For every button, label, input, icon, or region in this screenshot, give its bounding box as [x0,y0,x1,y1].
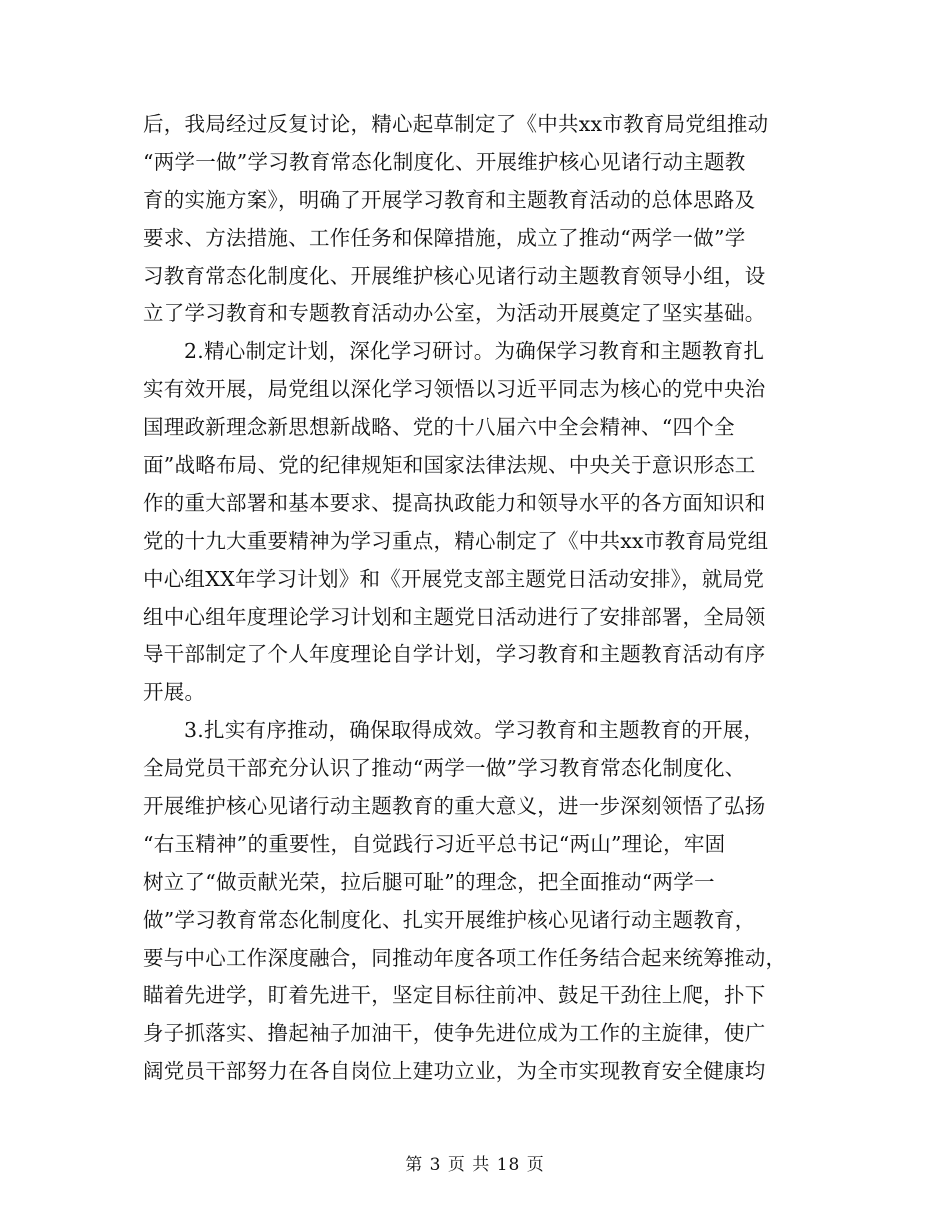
page-number-footer: 第 3 页 共 18 页 [405,1155,545,1175]
text-line: 3.扎实有序推动，确保取得成效。学习教育和主题教育的开展， [184,718,765,743]
text-line: 中心组XX年学习计划》和《开展党支部主题党日活动安排》，就局党 [143,566,765,591]
text-line: 身子抓落实、撸起袖子加油干，使争先进位成为工作的主旋律，使广 [143,1021,766,1046]
text-line: 瞄着先进学，盯着先进干，坚定目标往前冲、鼓足干劲往上爬，扑下 [143,983,766,1008]
text-line: “两学一做”学习教育常态化制度化、开展维护核心见诸行动主题教 [143,149,746,174]
text-line: 导干部制定了个人年度理论自学计划，学习教育和主题教育活动有序 [143,642,766,667]
body-text [143,106,808,1091]
text-line: 作的重大部署和基本要求、提高执政能力和领导水平的各方面知识和 [143,490,766,515]
text-line: 组中心组年度理论学习计划和主题党日活动进行了安排部署，全局领 [143,604,766,629]
text-line: 阔党员干部努力在各自岗位上建功立业，为全市实现教育安全健康均 [143,1059,766,1084]
text-line: 做”学习教育常态化制度化、扎实开展维护核心见诸行动主题教育， [143,907,756,932]
text-line: 立了学习教育和专题教育活动办公室，为活动开展奠定了坚实基础。 [143,301,766,326]
text-line: 后，我局经过反复讨论，精心起草制定了《中共xx市教育局党组推动 [143,112,769,136]
text-line: “右玉精神”的重要性，自觉践行习近平总书记“两山”理论，牢固 [143,831,726,856]
text-line: 党的十九大重要精神为学习重点，精心制定了《中共xx市教育局党组 [143,528,769,553]
text-line: 树立了“做贡献光荣，拉后腿可耻”的理念，把全面推动“两学一 [143,869,715,894]
text-line: 要求、方法措施、工作任务和保障措施，成立了推动“两学一做”学 [143,225,746,250]
text-line: 习教育常态化制度化、开展维护核心见诸行动主题教育领导小组，设 [143,263,766,288]
text-line: 面”战略布局、党的纪律规矩和国家法律法规、中央关于意识形态工 [143,453,756,478]
text-line: 全局党员干部充分认识了推动“两学一做”学习教育常态化制度化、 [143,756,746,781]
text-line: 要与中心工作深度融合，同推动年度各项工作任务结合起来统筹推动， [143,945,787,970]
text-line: 开展维护核心见诸行动主题教育的重大意义，进一步深刻领悟了弘扬 [143,794,766,819]
text-line: 开展。 [143,680,206,705]
text-line: 2.精心制定计划，深化学习研讨。为确保学习教育和主题教育扎 [184,339,765,364]
text-line: 育的实施方案》，明确了开展学习教育和主题教育活动的总体思路及 [143,187,756,212]
text-line: 实有效开展，局党组以深化学习领悟以习近平同志为核心的党中央治 [143,377,766,402]
text-line: 国理政新理念新思想新战略、党的十八届六中全会精神、“四个全 [143,415,735,440]
